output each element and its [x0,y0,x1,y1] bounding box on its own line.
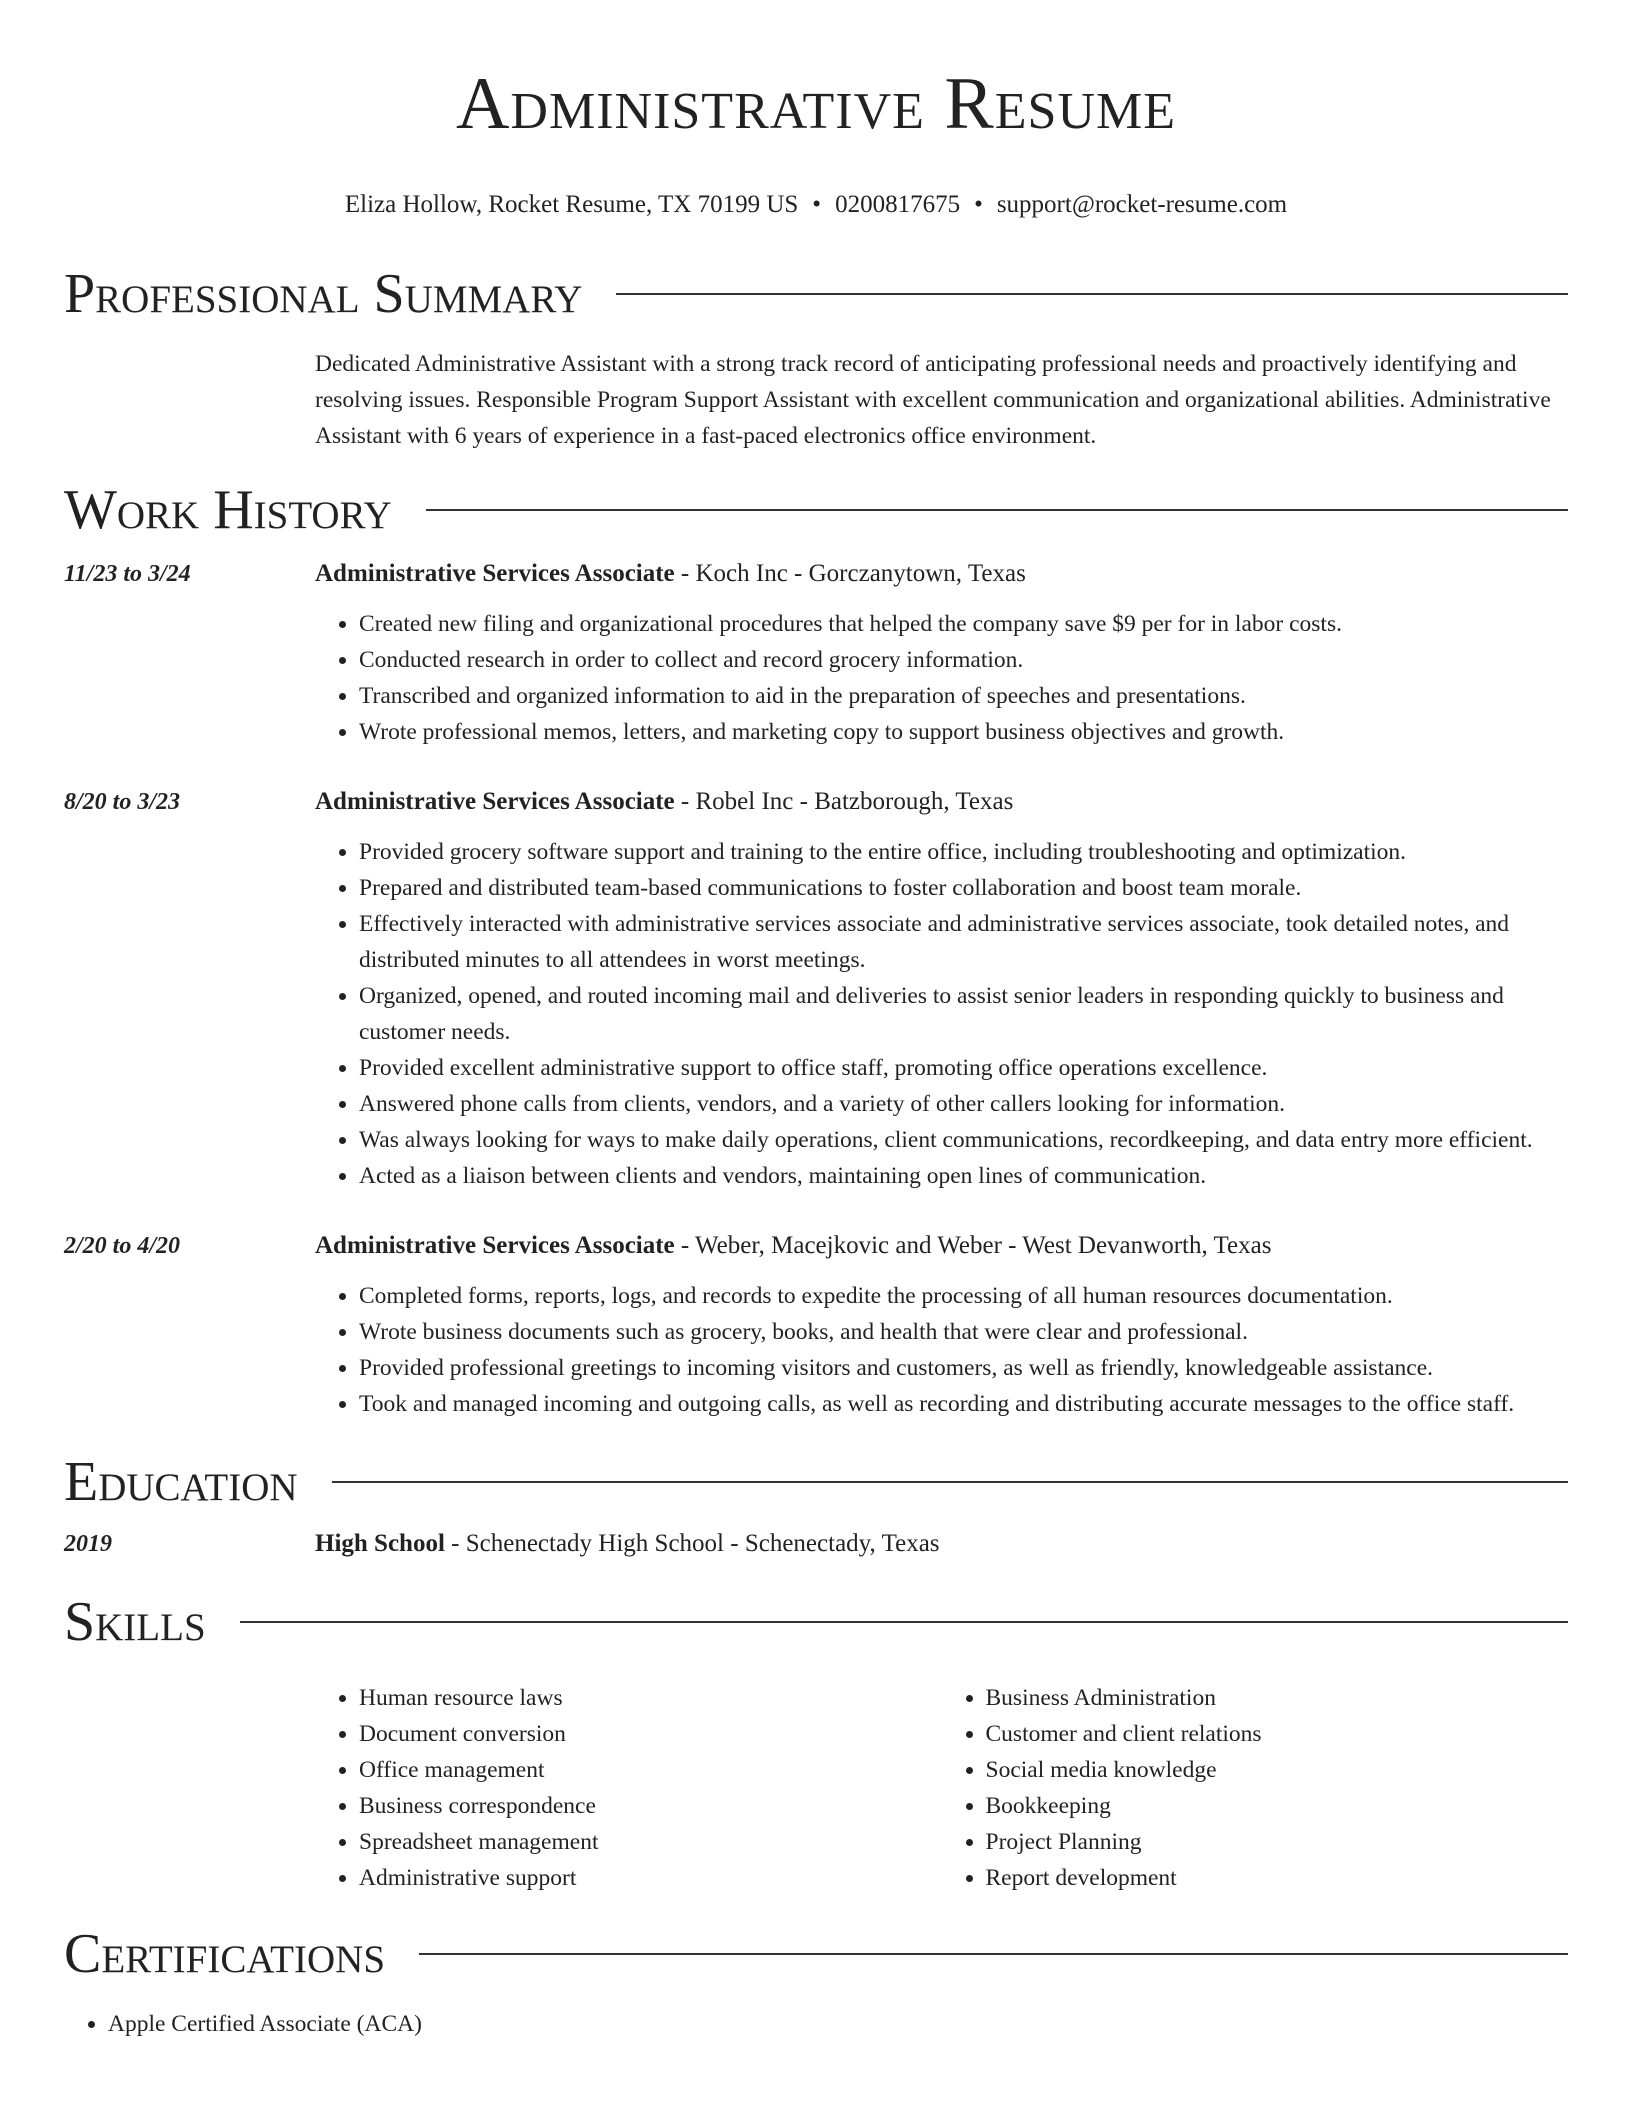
job-bullet: • Acted as a liaison between clients and vendors, maintaining open lines of communication. [359,1158,1568,1194]
contact-email: support@rocket-resume.com [996,191,1288,218]
work-history-section-header [64,480,1568,540]
job-date: 2/20 to 4/20 [64,1233,181,1259]
job-date: 8/20 to 3/23 [64,789,181,815]
job-entry [64,556,1568,750]
job-entry [64,1228,1568,1422]
skills-section-header [64,1592,1568,1652]
job-body [315,784,1568,1194]
summary-text: Dedicated Administrative Assistant with a strong track record of anticipating professional needs and proactively identifying and resolving issues. Responsible Program Support Assistant with excellent communication and organizational abilities. Administrative Assistant with 6 years of experience in a fast-paced electronics office environment. [315,351,1551,449]
certifications-list [64,2006,1568,2042]
contact-line [64,188,1568,222]
job-bullet: • Wrote professional memos, letters, and marketing copy to support business objectives and growth. [359,714,1568,750]
job-bullet: • Took and managed incoming and outgoing calls, as well as recording and distributing accurate messages to the office staff. [359,1386,1568,1422]
job-list [64,556,1568,1422]
section-divider [240,1621,1568,1623]
skills-list-right [942,1680,1569,1896]
summary-section-header [64,264,1568,324]
job-entry [64,784,1568,1194]
job-body [315,1228,1568,1422]
job-bullet: • Prepared and distributed team-based communications to foster collaboration and boost team morale. [359,870,1568,906]
job-bullet: • Conducted research in order to collect and record grocery information. [359,642,1568,678]
education-entry [64,1526,1568,1562]
skill-item: • Customer and client relations [986,1716,1569,1752]
job-company-location: - Weber, Macejkovic and Weber - West Devanworth, Texas [674,1232,1272,1259]
job-title-line [315,784,1568,820]
certifications-section-header [64,1924,1568,1984]
job-role: Administrative Services Associate [315,788,675,815]
job-bullet: • Provided professional greetings to incoming visitors and customers, as well as friendly, knowledgeable assistance. [359,1350,1568,1386]
job-company-location: - Koch Inc - Gorczanytown, Texas [674,560,1026,587]
contact-separator: • [812,191,822,218]
skill-item: • Report development [986,1860,1569,1896]
education-degree: High School [315,1530,445,1557]
skill-item: • Administrative support [359,1860,942,1896]
job-bullet: • Provided grocery software support and training to the entire office, including troubleshooting and optimization. [359,834,1568,870]
skill-item: • Business Administration [986,1680,1569,1716]
resume-title: Administrative Resume [455,63,1177,145]
skill-item: • Document conversion [359,1716,942,1752]
job-body [315,556,1568,750]
education-details [315,1526,1568,1562]
work-history-heading: Work History [64,479,392,541]
summary-heading: Professional Summary [64,263,583,325]
education-heading: Education [64,1451,298,1513]
certifications-heading: Certifications [64,1923,386,1985]
education-section-header [64,1452,1568,1512]
contact-separator: • [974,191,983,218]
job-bullet: • Created new filing and organizational procedures that helped the company save $9 per for in labor costs. [359,606,1568,642]
resume-page [64,0,1568,2042]
job-bullet: • Effectively interacted with administrative services associate and administrative services associate, took detailed notes, and distributed minutes to all attendees in worst meetings. [359,906,1568,978]
skill-item: • Bookkeeping [986,1788,1569,1824]
education-date: 2019 [64,1531,112,1557]
skill-item: • Office management [359,1752,942,1788]
skill-item: • Social media knowledge [986,1752,1569,1788]
contact-phone: 0200817675 [835,191,961,218]
job-bullet: • Transcribed and organized information to aid in the preparation of speeches and presentations. [359,678,1568,714]
skills-columns [315,1680,1568,1896]
job-bullet: • Completed forms, reports, logs, and records to expedite the processing of all human resources documentation. [359,1278,1568,1314]
job-bullets [315,834,1568,1194]
skill-item: • Project Planning [986,1824,1569,1860]
job-bullet: • Answered phone calls from clients, vendors, and a variety of other callers looking for information. [359,1086,1568,1122]
job-role: Administrative Services Associate [315,1232,675,1259]
job-title-line [315,1228,1568,1264]
section-divider [426,509,1568,511]
skills-heading: Skills [64,1591,206,1653]
skill-item: • Human resource laws [359,1680,942,1716]
job-bullet: • Was always looking for ways to make daily operations, client communications, recordkeeping, and data entry more efficient. [359,1122,1568,1158]
section-divider [616,293,1568,295]
job-bullets [315,606,1568,750]
job-title-line [315,556,1568,592]
job-company-location: - Robel Inc - Batzborough, Texas [674,788,1014,815]
skill-item: • Business correspondence [359,1788,942,1824]
certification-item: • Apple Certified Associate (ACA) [108,2006,1568,2042]
job-date: 11/23 to 3/24 [64,561,191,587]
job-bullet: • Wrote business documents such as grocery, books, and health that were clear and professional. [359,1314,1568,1350]
job-bullet: • Provided excellent administrative support to office staff, promoting office operations excellence. [359,1050,1568,1086]
section-divider [419,1953,1568,1955]
skill-item: • Spreadsheet management [359,1824,942,1860]
section-divider [332,1481,1568,1483]
job-role: Administrative Services Associate [315,560,675,587]
skills-list-left [315,1680,942,1896]
job-bullet: • Organized, opened, and routed incoming mail and deliveries to assist senior leaders in responding quickly to business and customer needs. [359,978,1568,1050]
contact-address: Eliza Hollow, Rocket Resume, TX 70199 US [344,191,799,218]
education-school: - Schenectady High School - Schenectady, Texas [444,1530,940,1557]
job-bullets [315,1278,1568,1422]
